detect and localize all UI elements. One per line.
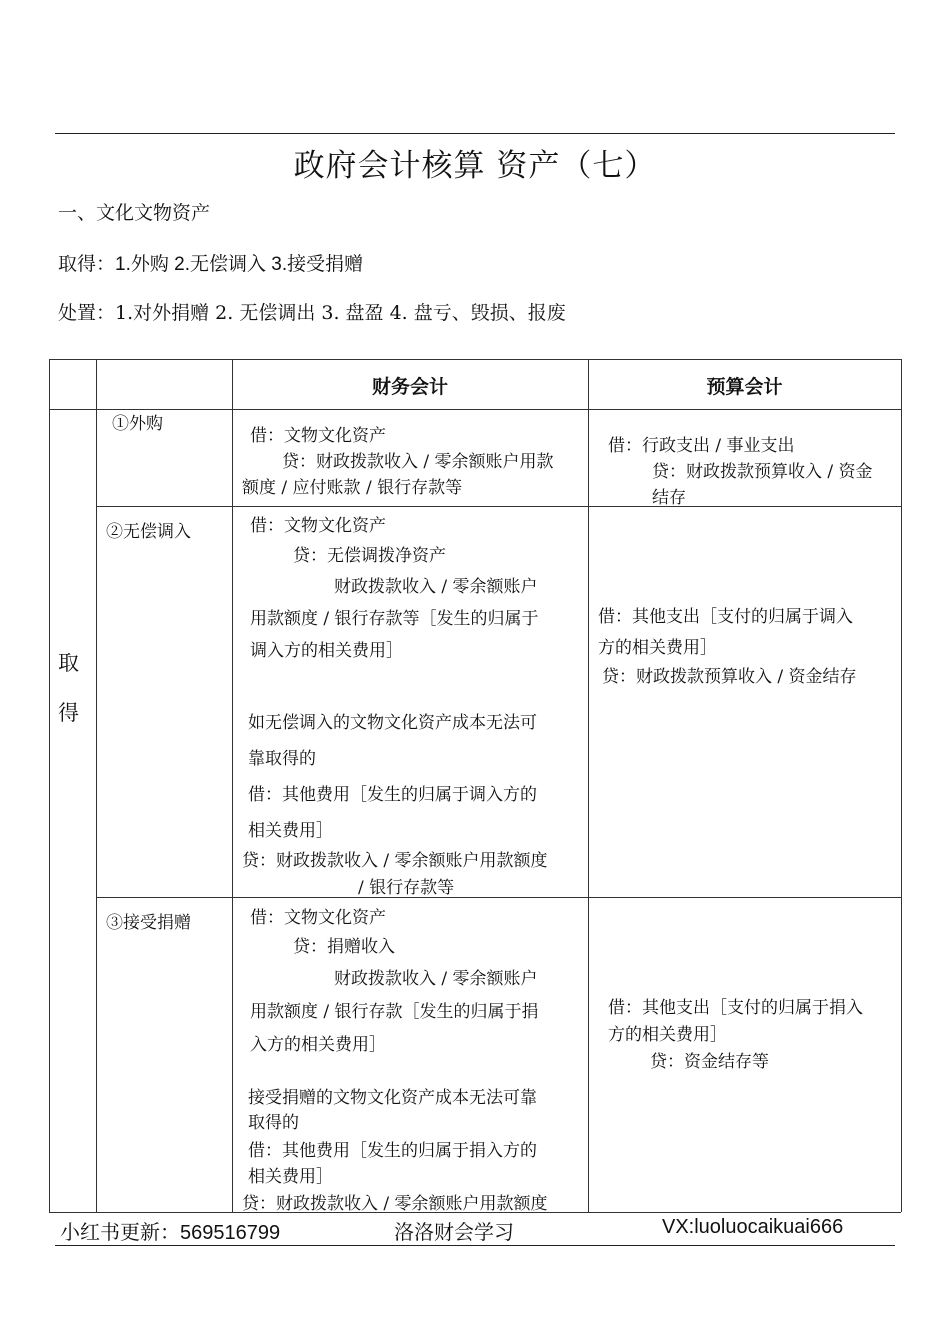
table-border-right xyxy=(901,359,902,1212)
acquire-line xyxy=(58,249,363,276)
footer-left-label: 小红书更新： xyxy=(60,1220,180,1244)
fin-line: 相关费用］ xyxy=(248,821,333,841)
fin-line: 用款额度 / 银行存款［发生的归属于捐 xyxy=(250,1002,539,1022)
header-financial: 财务会计 xyxy=(371,376,448,398)
bud-line: 借：行政支出 / 事业支出 xyxy=(608,436,795,456)
page-title: 政府会计核算 资产（七） xyxy=(293,148,657,184)
fin-line: 贷：财政拨款收入 / 零余额账户用款额度 xyxy=(242,851,548,871)
footer-left-value: 569516799 xyxy=(180,1222,281,1244)
dispose-line xyxy=(58,298,566,325)
dispose-label: 处置： xyxy=(58,302,116,324)
group-label-char: 取 xyxy=(58,651,79,675)
acquire-text: 1.外购 2.无偿调入 3.接受捐赠 xyxy=(115,254,364,275)
footer-center: 洛洛财会学习 xyxy=(394,1220,514,1244)
fin-line: / 银行存款等 xyxy=(358,878,455,898)
top-rule xyxy=(55,133,895,134)
fin-line: 贷：财政拨款收入 / 零余额账户用款 xyxy=(282,452,554,472)
row-divider xyxy=(96,506,901,507)
row-name: ③接受捐赠 xyxy=(106,913,191,933)
row-name: ②无偿调入 xyxy=(106,522,191,542)
fin-line: 贷：捐赠收入 xyxy=(293,937,395,957)
fin-line: 贷：无偿调拨净资产 xyxy=(293,546,446,566)
fin-line: 如无偿调入的文物文化资产成本无法可 xyxy=(248,713,537,733)
bud-line: 贷：财政拨款预算收入 / 资金 xyxy=(652,462,873,482)
header-budget: 预算会计 xyxy=(706,376,783,398)
fin-line: 借：文物文化资产 xyxy=(250,516,386,536)
group-label-char: 得 xyxy=(58,701,79,725)
bud-line: 借：其他支出［支付的归属于捐入 xyxy=(608,998,863,1018)
col-divider xyxy=(232,359,233,1212)
fin-line: 借：文物文化资产 xyxy=(250,426,386,446)
fin-line: 接受捐赠的文物文化资产成本无法可靠 xyxy=(248,1088,537,1108)
bottom-rule xyxy=(55,1245,895,1246)
bud-line: 方的相关费用］ xyxy=(608,1025,727,1045)
bud-line: 结存 xyxy=(652,488,686,508)
fin-line: 用款额度 / 银行存款等［发生的归属于 xyxy=(250,609,539,629)
row-divider xyxy=(96,897,901,898)
fin-line: 调入方的相关费用］ xyxy=(250,641,403,661)
table-border-left xyxy=(49,359,50,1212)
bud-line: 方的相关费用］ xyxy=(598,638,717,658)
fin-line: 入方的相关费用］ xyxy=(250,1035,386,1055)
bud-line: 贷：财政拨款预算收入 / 资金结存 xyxy=(602,667,857,687)
fin-line: 靠取得的 xyxy=(248,749,316,769)
fin-line: 财政拨款收入 / 零余额账户 xyxy=(334,577,538,597)
fin-line: 借：文物文化资产 xyxy=(250,908,386,928)
col-divider xyxy=(588,359,589,1212)
fin-line: 额度 / 应付账款 / 银行存款等 xyxy=(242,478,463,498)
footer-right: VX:luoluocaikuai666 xyxy=(662,1216,844,1238)
table-border-top xyxy=(49,359,901,360)
bud-line: 贷：资金结存等 xyxy=(650,1052,769,1072)
footer-left xyxy=(60,1216,280,1245)
dispose-text: 1.对外捐赠 2. 无偿调出 3. 盘盈 4. 盘亏、毁损、报废 xyxy=(115,302,566,324)
row-name: ①外购 xyxy=(112,414,163,434)
fin-line: 相关费用］ xyxy=(248,1167,333,1187)
bud-line: 借：其他支出［支付的归属于调入 xyxy=(598,607,853,627)
table-header-divider xyxy=(49,409,901,410)
col-divider xyxy=(96,359,97,1212)
fin-line: 财政拨款收入 / 零余额账户 xyxy=(334,969,538,989)
section-heading: 一、文化文物资产 xyxy=(58,202,211,224)
fin-line: 贷：财政拨款收入 / 零余额账户用款额度 xyxy=(242,1194,548,1214)
fin-line: 借：其他费用［发生的归属于捐入方的 xyxy=(248,1141,537,1161)
acquire-label: 取得： xyxy=(58,253,116,275)
fin-line: 借：其他费用［发生的归属于调入方的 xyxy=(248,785,537,805)
fin-line: 取得的 xyxy=(248,1113,299,1133)
